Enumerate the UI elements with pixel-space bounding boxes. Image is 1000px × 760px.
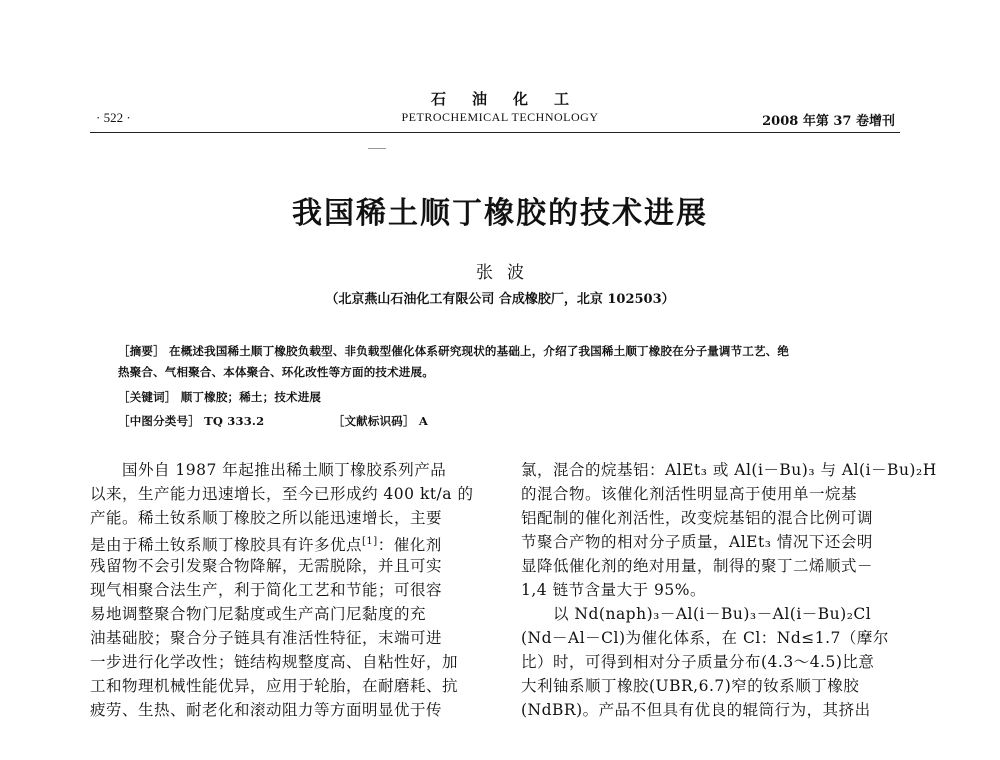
- paragraph-line-with-citation: [90, 530, 490, 554]
- issue-info: 2008 年第 37 卷增刊: [762, 114, 895, 129]
- body-column-right: [521, 458, 937, 722]
- keywords-value: 顺丁橡胶；稀土；技术进展: [180, 390, 322, 404]
- paragraph-line: 以来，生产能力迅速增长，至今已形成约 400 kt/a 的: [90, 485, 474, 503]
- abstract-line-1: [118, 343, 789, 359]
- keywords-line: [118, 389, 321, 405]
- author-name: 张波: [476, 263, 538, 283]
- paragraph-line: 节聚合产物的相对分子质量，AlEt₃ 情况下还会明: [521, 533, 873, 551]
- paragraph-line: 国外自 1987 年起推出稀土顺丁橡胶系列产品: [122, 461, 447, 479]
- paragraph-line: 工和物理机械性能优异，应用于轮胎，在耐磨耗、抗: [90, 677, 459, 695]
- classification-label: ［中图分类号］: [118, 414, 200, 428]
- keywords-label: ［关键词］: [118, 390, 177, 404]
- paragraph-line: 以 Nd(naph)₃－Al(i－Bu)₃－Al(i－Bu)₂Cl: [553, 605, 872, 623]
- paragraph-line: (Nd－Al－Cl)为催化体系，在 Cl：Nd≤1.7（摩尔: [521, 629, 889, 647]
- paragraph-line: 显降低催化剂的绝对用量，制得的聚丁二烯顺式－: [521, 557, 874, 575]
- paragraph-line: 一步进行化学改性；链结构规整度高、自粘性好，加: [90, 653, 459, 671]
- doc-code-label: ［文献标识码］: [332, 414, 415, 428]
- paragraph-line: 1,4 链节含量大于 95%。: [521, 581, 706, 599]
- paragraph-line: 比）时，可得到相对分子质量分布(4.3～4.5)比意: [521, 653, 875, 671]
- abstract-line-2: 热聚合、气相聚合、本体聚合、环化改性等方面的技术进展。: [118, 365, 434, 379]
- classification-value: TQ 333.2: [204, 414, 265, 428]
- citation-ref: [1]: [362, 536, 378, 547]
- paragraph-line: 产能。稀土钕系顺丁橡胶之所以能迅速增长，主要: [90, 509, 443, 527]
- paragraph-line: 易地调整聚合物门尼黏度或生产高门尼黏度的充: [90, 605, 427, 623]
- journal-name-cn: 石油化工: [430, 90, 595, 108]
- paragraph-line: (NdBR)。产品不但具有优良的辊筒行为，其挤出: [521, 701, 871, 719]
- body-column-left: [90, 458, 490, 722]
- short-divider: [368, 148, 386, 149]
- paragraph-line: 氯，混合的烷基铝：AlEt₃ 或 Al(i－Bu)₃ 与 Al(i－Bu)₂H: [521, 461, 937, 479]
- author-affiliation: （北京燕山石油化工有限公司 合成橡胶厂，北京 102503）: [325, 292, 675, 307]
- journal-name-en: PETROCHEMICAL TECHNOLOGY: [401, 110, 599, 124]
- classification-line: [118, 413, 428, 429]
- abstract-text-1: 在概述我国稀土顺丁橡胶负载型、非负载型催化体系研究现状的基础上，介绍了我国稀土顺丁橡胶在分子量调节工艺、绝: [169, 344, 790, 358]
- paragraph-line: 的混合物。该催化剂活性明显高于使用单一烷基: [521, 485, 858, 503]
- article-title: 我国稀土顺丁橡胶的技术进展: [292, 196, 708, 231]
- paragraph-text: ：催化剂: [377, 536, 442, 555]
- paragraph-line: 铝配制的催化剂活性，改变烷基铝的混合比例可调: [521, 509, 874, 527]
- paragraph-line: 疲劳、生热、耐老化和滚动阻力等方面明显优于传: [90, 701, 443, 719]
- abstract-label: ［摘要］: [118, 344, 165, 358]
- paragraph-line: 现气相聚合法生产，利于简化工艺和节能；可很容: [90, 581, 443, 599]
- page-number: · 522 ·: [96, 110, 131, 125]
- doc-code-value: A: [418, 414, 429, 428]
- paragraph-line: 大利铀系顺丁橡胶(UBR,6.7)窄的钕系顺丁橡胶: [521, 677, 860, 695]
- paragraph-line: 油基础胶；聚合分子链具有准活性特征，末端可进: [90, 629, 443, 647]
- paragraph-text: 是由于稀土钕系顺丁橡胶具有许多优点: [90, 536, 363, 555]
- header-rule: [90, 132, 900, 133]
- paragraph-line: 残留物不会引发聚合物降解，无需脱除，并且可实: [90, 557, 443, 575]
